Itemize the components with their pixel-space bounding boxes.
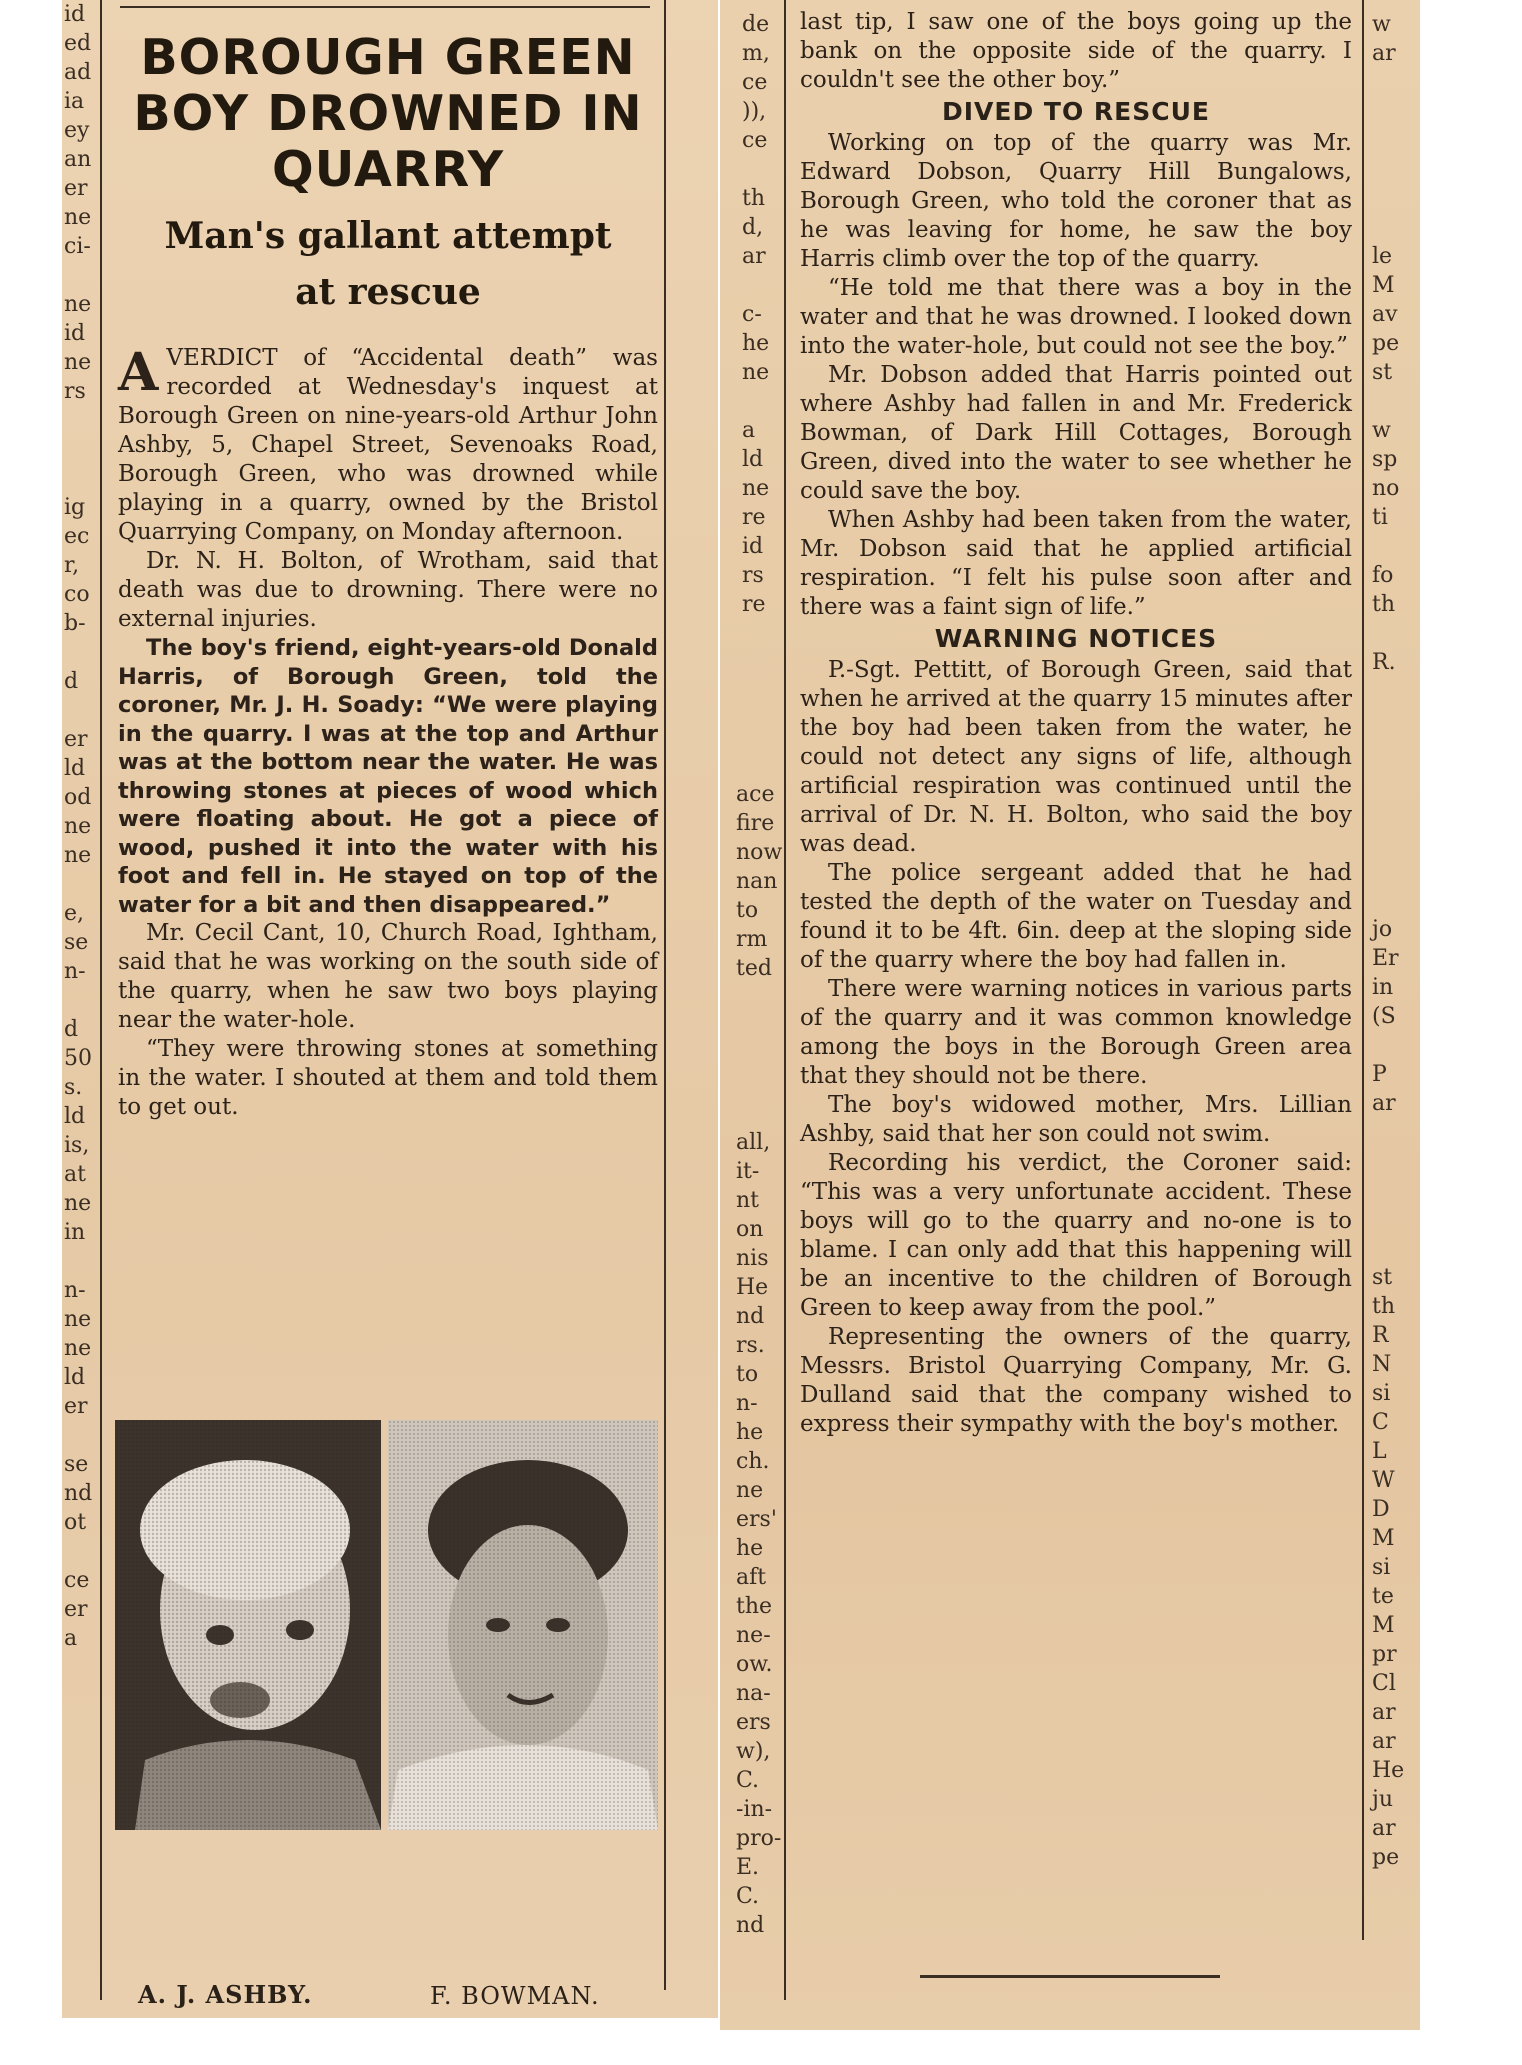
neighbor-article-fragment-far-right: w ar le M av pe st w sp no ti fo th R.: [1372, 12, 1400, 675]
neighbor-article-fragment-gutter: de m, ce )), ce th d, ar c- he ne a ld ne re id rs re: [742, 12, 770, 617]
column-rule-right: [1362, 0, 1364, 1940]
headline: BOROUGH GREEN BOY DROWNED IN QUARRY: [133, 29, 643, 198]
drop-cap: A: [118, 342, 159, 403]
neighbor-article-fragment-left: id ed ad ia ey an er ne ci- ne id ne rs ig ec r, co b- d er ld od ne ne e, se n- d 50 s. ld is, at ne in n- ne ne ld er se nd ot ce er a: [64, 2, 93, 1651]
paragraph-cant-quote: “They were throwing stones at something in the water. I shouted at them and told them to get out.: [118, 1036, 658, 1120]
article-column-1: [118, 30, 658, 1122]
paragraph-mother: The boy's widowed mother, Mrs. Lillian Ashby, said that her son could not swim.: [800, 1092, 1352, 1147]
crosshead-dived-to-rescue: DIVED TO RESCUE: [941, 97, 1210, 126]
column-rule-center: [784, 0, 786, 2000]
photo-bowman: [388, 1420, 658, 1830]
end-rule: [920, 1975, 1220, 1978]
photo-ashby: [115, 1420, 381, 1830]
paragraph-dobson: Working on top of the quarry was Mr. Edward Dobson, Quarry Hill Bungalows, Borough Green, who told the coroner that as he was leaving for home, he saw the boy Harris climb over the top of the quarry.: [800, 130, 1352, 272]
paragraph-verdict: Recording his verdict, the Coroner said: “This was a very unfortunate accident. These boys will go to the quarry and no-one is to blame. I can only add that this happening will be an incentive to the children of Borough Green to keep away from the pool.”: [800, 1150, 1352, 1321]
paragraph-depth: The police sergeant added that he had tested the depth of the water on Tuesday and found it to be 4ft. 6in. deep at the sloping side of the quarry where the boy had fallen in.: [800, 860, 1352, 973]
neighbor-article-fragment-far-right-lower: jo Er in (S P ar st th R N si C L W D M si te M pr Cl ar ar He ju ar pe: [1372, 917, 1405, 1870]
caption-ashby: A. J. ASHBY.: [138, 1980, 313, 2009]
lead-paragraph: A VERDICT of “Accidental death” was recorded at Wednesday's inquest at Borough Green on nine-years-old Arthur John Ashby, 5, Chapel Street, Sevenoaks Road, Borough Green, who was drowned while playing in a quarry, owned by the Bristol Quarrying Company, on Monday afternoon.: [118, 342, 658, 545]
paragraph-respiration: When Ashby had been taken from the water, Mr. Dobson said that he applied artificial respiration. “I felt his pulse soon after and there was a faint sign of life.”: [800, 507, 1352, 620]
paragraph-company: Representing the owners of the quarry, Messrs. Bristol Quarrying Company, Mr. G. Dulland said that the company wished to express their sympathy with the boy's mother.: [800, 1324, 1352, 1437]
caption-bowman: F. BOWMAN.: [430, 1982, 600, 2010]
paragraph-dobson-quote: “He told me that there was a boy in the water and that he was drowned. I looked down into the water-hole, but could not see the boy.”: [800, 275, 1352, 359]
paragraph-warning: There were warning notices in various parts of the quarry and it was common knowledge among the boys in the Borough Green area that they should not be there.: [800, 976, 1352, 1089]
column-rule-middle: [664, 0, 666, 1990]
paragraph-bolton: Dr. N. H. Bolton, of Wrotham, said that death was due to drowning. There were no external injuries.: [118, 548, 658, 632]
paragraph-continuation: last tip, I saw one of the boys going up the bank on the opposite side of the quarry. I couldn't see the other boy.”: [800, 9, 1352, 93]
column-rule-top: [120, 6, 650, 8]
paragraph-bowman-dive: Mr. Dobson added that Harris pointed out where Ashby had fallen in and Mr. Frederick Bowman, of Dark Hill Cottages, Borough Green, dived into the water to see whether he could save the boy.: [800, 362, 1352, 504]
paragraph-cant: Mr. Cecil Cant, 10, Church Road, Ightham, said that he was working on the south side of the quarry, when he saw two boys playing near the water-hole.: [118, 920, 658, 1033]
crosshead-warning-notices: WARNING NOTICES: [934, 624, 1218, 653]
article-column-2: [800, 8, 1352, 1439]
subheadline: Man's gallant attempt at rescue: [164, 215, 612, 313]
column-rule-left: [100, 0, 102, 2000]
paragraph-pettitt: P.-Sgt. Pettitt, of Borough Green, said that when he arrived at the quarry 15 minutes after the boy had been taken from the water, he could not detect any signs of life, although artificial respiration was continued until the arrival of Dr. N. H. Bolton, who said the boy was dead.: [800, 657, 1352, 857]
paragraph-harris-testimony: The boy's friend, eight-years-old Donald Harris, of Borough Green, told the coroner, Mr. J. H. Soady: “We were playing in the quarry. I was at the top and Arthur was at the bottom near the water. He was throwing stones at pieces of wood which were floating about. He got a piece of wood, pushed it into the water with his foot and fell in. He stayed on top of the water for a bit and then disappeared.”: [118, 635, 658, 918]
neighbor-article-fragment-gutter-lower: ace fire now nan to rm ted all, it- nt on nis He nd rs. to n- he ch. ne ers' he aft the ne- ow. na- ers w), C. -in- pro- E. C. nd: [736, 782, 783, 1938]
